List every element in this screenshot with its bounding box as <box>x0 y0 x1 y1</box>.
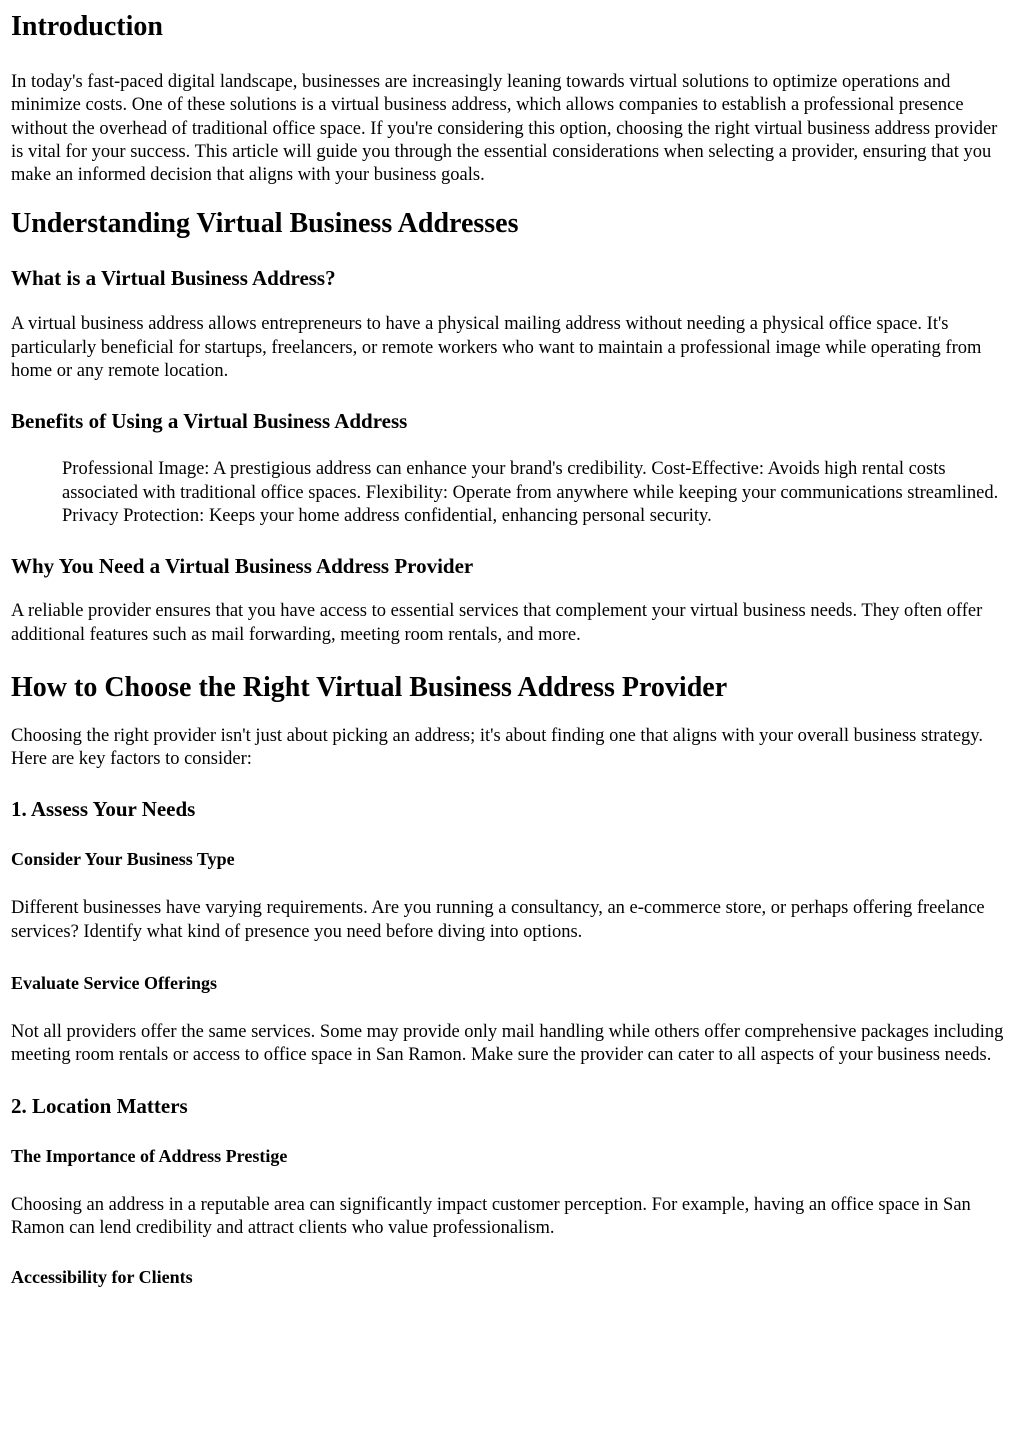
article-page <box>0 10 1024 1288</box>
heading-assess-needs: 1. Assess Your Needs <box>11 797 196 822</box>
paragraph-evaluate: Not all providers offer the same services. Some may provide only mail handling while others offer comprehensive packages including meeting room rentals or access to office space in San Ramon. Make sure the provider can cater to all aspects of your business needs. <box>11 1022 1004 1066</box>
paragraph-what-is: A virtual business address allows entrepreneurs to have a physical mailing address without needing a physical office space. It's particularly beneficial for startups, freelancers, or remote workers who want to maintain a professional image while operating from home or any remote location. <box>11 314 982 382</box>
paragraph-prestige: Choosing an address in a reputable area can significantly impact customer perception. For example, having an office space in San Ramon can lend credibility and attract clients who value professionalism. <box>11 1194 971 1238</box>
paragraph-how-choose: Choosing the right provider isn't just about picking an address; it's about finding one that aligns with your overall business strategy. Here are key factors to consider: <box>11 725 983 770</box>
heading-understanding: Understanding Virtual Business Addresses <box>11 208 519 240</box>
heading-benefits: Benefits of Using a Virtual Business Address <box>11 409 408 434</box>
heading-evaluate: Evaluate Service Offerings <box>11 973 217 994</box>
heading-location: 2. Location Matters <box>11 1093 188 1118</box>
heading-why-need: Why You Need a Virtual Business Address Provider <box>11 554 474 579</box>
paragraph-business-type: Different businesses have varying requirements. Are you running a consultancy, an e-commerce store, or perhaps offering freelance services? Identify what kind of presence you need before diving into options. <box>11 898 985 942</box>
heading-business-type: Consider Your Business Type <box>11 849 235 870</box>
heading-prestige: The Importance of Address Prestige <box>11 1145 288 1166</box>
heading-introduction: Introduction <box>11 11 163 42</box>
heading-what-is: What is a Virtual Business Address? <box>11 266 336 291</box>
paragraph-why-need: A reliable provider ensures that you have access to essential services that complement your virtual business needs. They often offer additional features such as mail forwarding, meeting room rentals, and more. <box>11 601 983 645</box>
heading-accessibility: Accessibility for Clients <box>11 1267 193 1288</box>
paragraph-introduction: In today's fast-paced digital landscape, businesses are increasingly leaning towards virtual solutions to optimize operations and minimize costs. One of these solutions is a virtual business address, which allows companies to establish a professional presence without the overhead of traditional office space. If you're considering this option, choosing the right virtual business address provider is vital for your success. This article will guide you through the essential considerations when selecting a provider, ensuring that you make an informed decision that aligns with your business goals. <box>11 72 998 186</box>
benefits-quote: Professional Image: A prestigious address can enhance your brand's credibility. Cost-Effective: Avoids high rental costs associated with traditional office spaces. Flexibility: Operate from anywhere while keeping your communications streamlined. Privacy Protection: Keeps your home address confidential, enhancing personal security. <box>62 459 999 526</box>
heading-how-choose: How to Choose the Right Virtual Business Address Provider <box>11 671 728 703</box>
